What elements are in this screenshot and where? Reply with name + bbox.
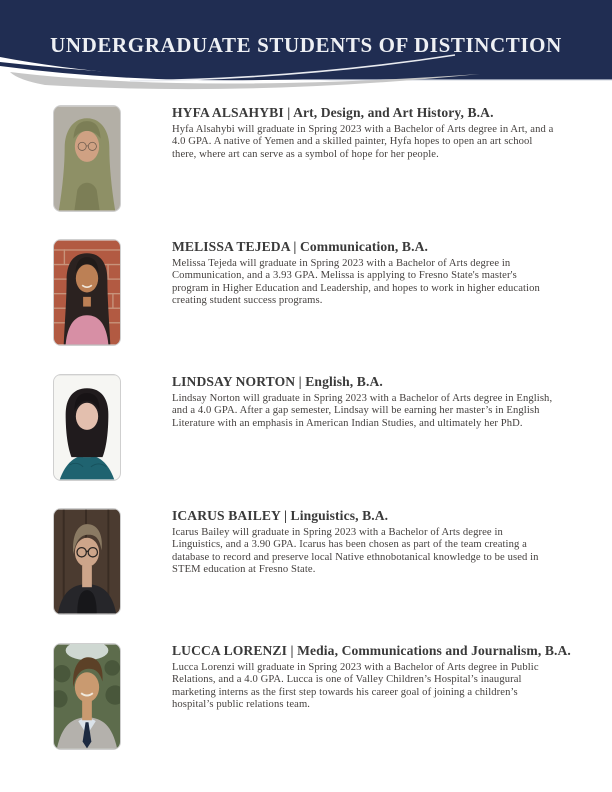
student-bio: Lucca Lorenzi will graduate in Spring 2023 with a Bachelor of Arts degree in Public Relations, and a 4.0 GPA. Lucca is one of Valley Children’s Hospital’s inaugural marketing interns as the first step towards his career goal of joining a children’s hospital’s public relations team. xyxy=(172,662,539,711)
student-heading xyxy=(172,239,560,255)
student-heading xyxy=(172,374,560,390)
student-name: ICARUS BAILEY xyxy=(172,508,281,523)
student-bio: Icarus Bailey will graduate in Spring 2023 with a Bachelor of Arts degree in Linguistics, and a 3.90 GPA. Icarus has been chosen as part of the team creating a database to record and preserve local Native ethnobotanical knowledge to be used in STEM education at Fresno State. xyxy=(172,527,539,576)
student-heading xyxy=(172,643,571,659)
student-program: English, B.A. xyxy=(305,374,383,389)
page-title: UNDERGRADUATE STUDENTS OF DISTINCTION xyxy=(50,33,562,57)
heading-separator: | xyxy=(290,643,294,658)
student-bio: Hyfa Alsahybi will graduate in Spring 2023 with a Bachelor of Arts degree in Art, and a 4.0 GPA. A native of Yemen and a skilled painter, Hyfa hopes to open an art school there, where art can serve as a symbol of hope for her people. xyxy=(172,124,554,160)
heading-separator: | xyxy=(293,239,297,254)
student-text-block xyxy=(172,105,560,161)
student-text-block xyxy=(172,508,560,577)
student-photo-lindsay-norton xyxy=(53,374,121,481)
student-program: Linguistics, B.A. xyxy=(290,508,389,523)
student-name: HYFA ALSAHYBI xyxy=(172,105,284,120)
portrait-melissa-illustration xyxy=(54,240,120,345)
portrait-hyfa-illustration xyxy=(54,106,120,211)
student-text-block xyxy=(172,643,571,712)
student-photo-melissa-tejeda xyxy=(53,239,121,346)
student-heading xyxy=(172,105,560,121)
student-program: Art, Design, and Art History, B.A. xyxy=(293,105,494,120)
heading-separator: | xyxy=(283,508,288,523)
student-photo-icarus-bailey xyxy=(53,508,121,615)
student-bio: Lindsay Norton will graduate in Spring 2023 with a Bachelor of Arts degree in English, and a 4.0 GPA. After a gap semester, Lindsay will be earning her master’s in English Literature with an emphasis in American Indian Studies, and ultimately her PhD. xyxy=(172,393,553,429)
student-bio: Melissa Tejeda will graduate in Spring 2023 with a Bachelor of Arts degree in Communication, and a 3.93 GPA. Melissa is applying to Fresno State's master's program in Higher Education and Leadership, and hopes to work in higher education creating student success programs. xyxy=(172,258,540,307)
student-program: Media, Communications and Journalism, B.A. xyxy=(297,643,571,658)
student-name: MELISSA TEJEDA xyxy=(172,239,290,254)
student-text-block xyxy=(172,239,560,308)
student-photo-hyfa-alsahybi xyxy=(53,105,121,212)
heading-separator: | xyxy=(287,105,291,120)
student-text-block xyxy=(172,374,560,430)
page-header xyxy=(0,0,612,96)
student-program: Communication, B.A. xyxy=(299,239,429,254)
student-name: LUCCA LORENZI xyxy=(172,643,287,658)
student-name: LINDSAY NORTON xyxy=(172,374,296,389)
heading-separator: | xyxy=(298,374,302,389)
student-photo-lucca-lorenzi xyxy=(53,643,121,750)
portrait-lucca-illustration xyxy=(54,644,120,749)
portrait-icarus-illustration xyxy=(54,509,120,614)
portrait-lindsay-illustration xyxy=(54,375,120,480)
student-heading xyxy=(172,508,560,524)
